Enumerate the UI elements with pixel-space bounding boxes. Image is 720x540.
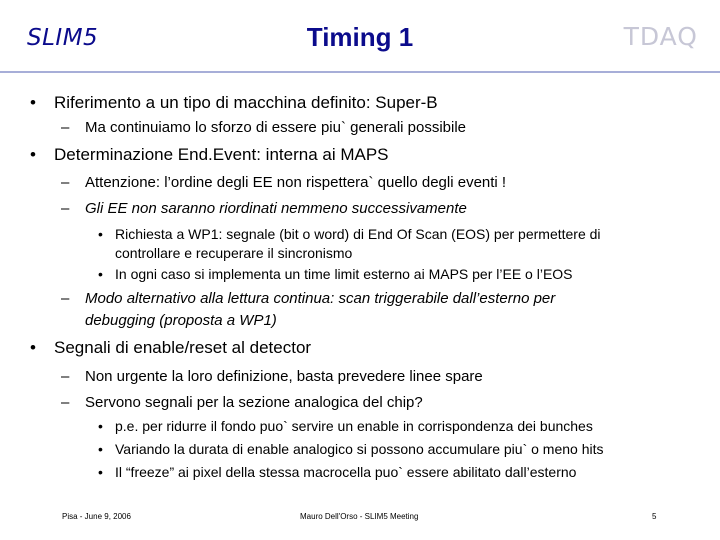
bullet-marker: • — [98, 226, 103, 242]
bullet-marker: • — [98, 441, 103, 457]
project-label: SLIM5 — [27, 25, 99, 51]
page-number: 5 — [652, 512, 657, 521]
sub-sub-bullet-text: controllare e recuperare il sincronismo — [115, 245, 353, 261]
sub-bullet-text: Servono segnali per la sezione analogica del chip? — [85, 394, 423, 411]
bullet-marker: • — [98, 418, 103, 434]
sub-sub-bullet-text: Variando la durata di enable analogico si possono accumulare piu` o meno hits — [115, 441, 604, 457]
sub-sub-bullet-text: Il “freeze” ai pixel della stessa macrocella puo` essere abilitato dall’esterno — [115, 464, 577, 480]
header-divider — [0, 71, 720, 73]
dash-marker: – — [61, 200, 70, 217]
bullet-marker: • — [98, 464, 103, 480]
bullet-text: Riferimento a un tipo di macchina definito: Super-B — [54, 93, 438, 112]
dash-marker: – — [61, 119, 70, 136]
dash-marker: – — [61, 290, 70, 307]
dash-marker: – — [61, 394, 70, 411]
dash-marker: – — [61, 368, 70, 385]
sub-bullet-text: Ma continuiamo lo sforzo di essere piu` generali possibile — [85, 119, 467, 136]
bullet-marker: • — [30, 93, 36, 112]
bullet-marker: • — [30, 338, 36, 357]
sub-bullet-text: debugging (proposta a WP1) — [85, 312, 277, 329]
bullet-text: Segnali di enable/reset al detector — [54, 338, 312, 357]
sub-sub-bullet-text: p.e. per ridurre il fondo puo` servire un enable in corrispondenza dei bunches — [115, 418, 593, 434]
sub-sub-bullet-text: Richiesta a WP1: segnale (bit o word) di End Of Scan (EOS) per permettere di — [115, 226, 601, 242]
slide-title: Timing 1 — [306, 22, 414, 52]
footer-author: Mauro Dell'Orso - SLIM5 Meeting — [300, 512, 419, 521]
dash-marker: – — [61, 174, 70, 191]
section-label: TDAQ — [623, 22, 698, 51]
bullet-text: Determinazione End.Event: interna ai MAPS — [54, 145, 389, 164]
sub-bullet-text: Attenzione: l’ordine degli EE non rispettera` quello degli eventi ! — [85, 174, 507, 191]
sub-bullet-text: Gli EE non saranno riordinati nemmeno successivamente — [85, 200, 467, 217]
bullet-marker: • — [30, 145, 36, 164]
sub-sub-bullet-text: In ogni caso si implementa un time limit esterno ai MAPS per l’EE o l’EOS — [115, 266, 573, 282]
bullet-marker: • — [98, 266, 103, 282]
footer-date: Pisa - June 9, 2006 — [62, 512, 131, 521]
sub-bullet-text: Modo alternativo alla lettura continua: scan triggerabile dall’esterno per — [85, 290, 556, 307]
sub-bullet-text: Non urgente la loro definizione, basta prevedere linee spare — [85, 368, 483, 385]
